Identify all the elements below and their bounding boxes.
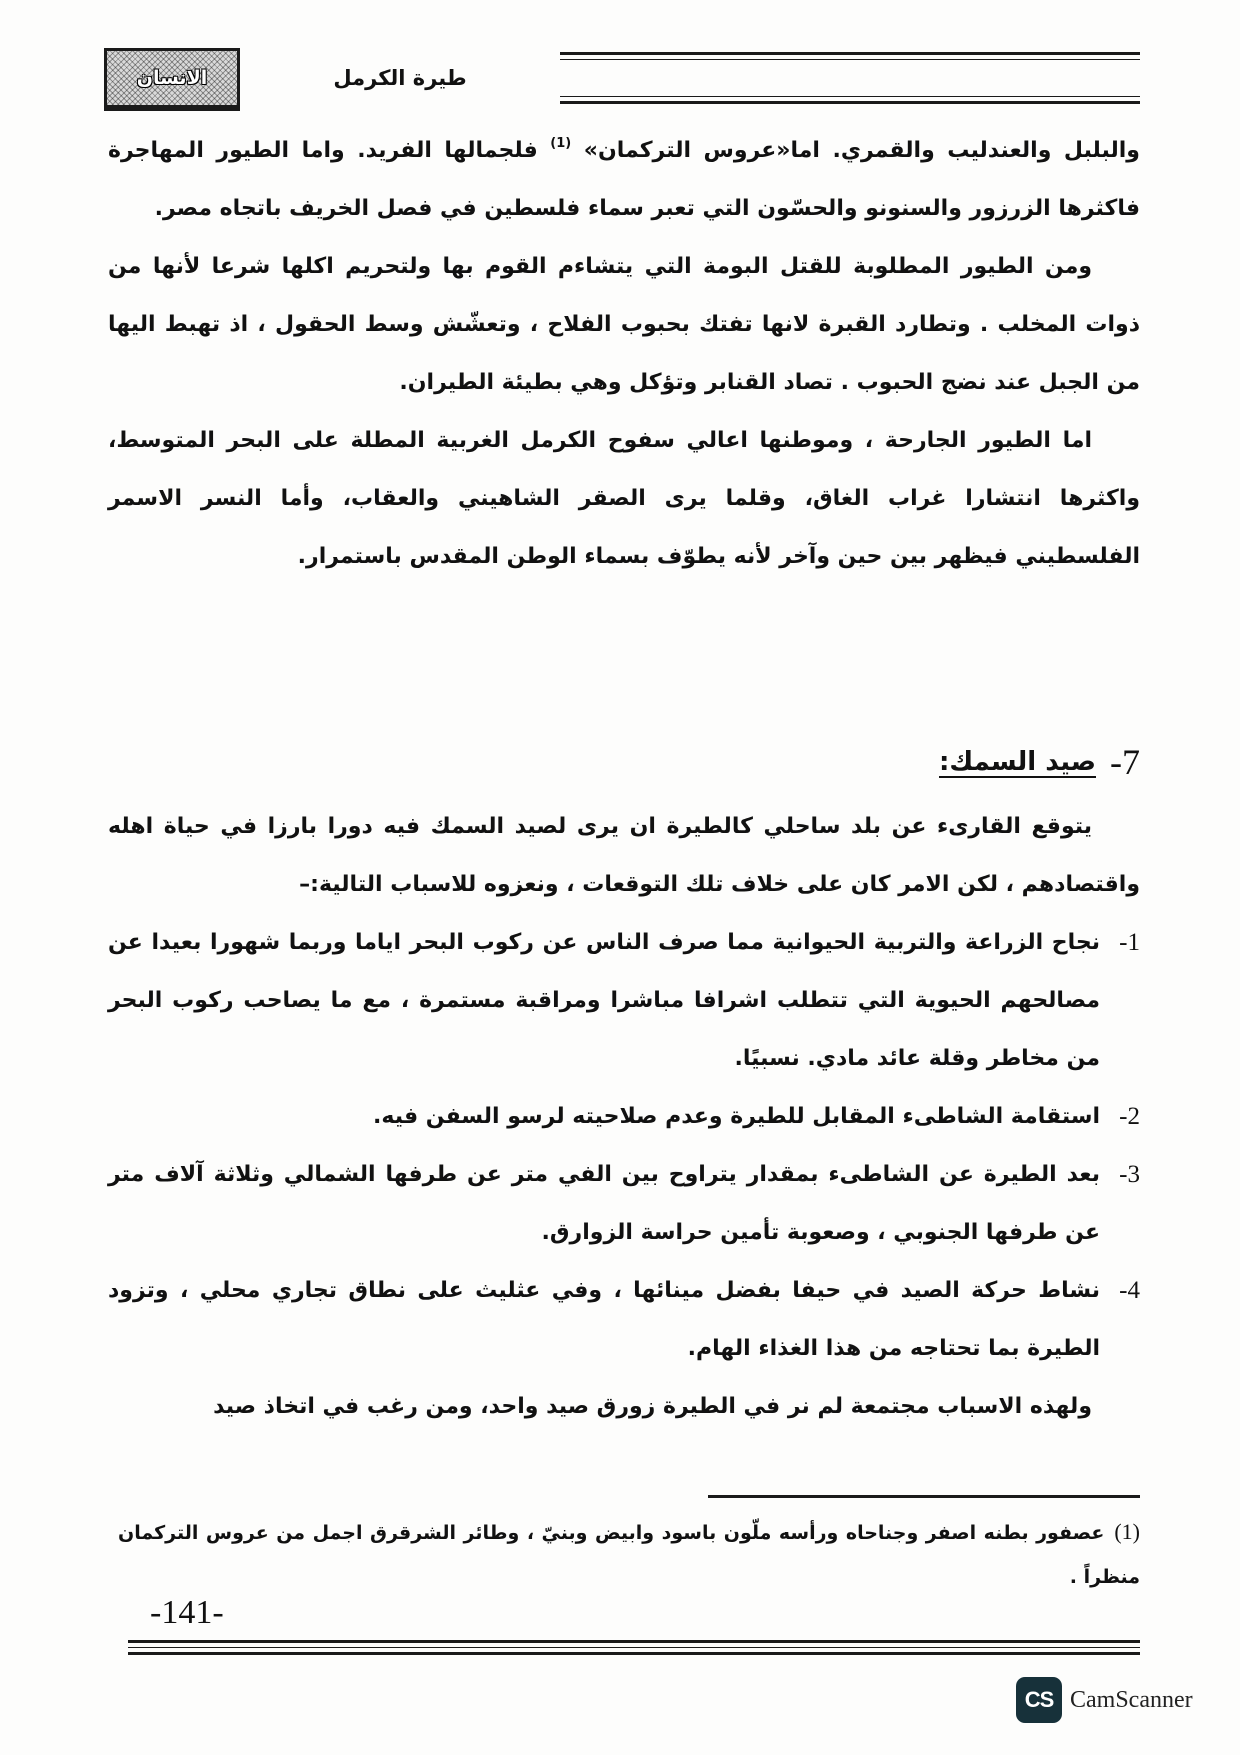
list-item-text: استقامة الشاطىء المقابل للطيرة وعدم صلاحيته لرسو السفن فيه. [373,1104,1100,1129]
header-rules [560,50,1140,106]
footer-rule [128,1640,1140,1643]
paragraph-birds-1 [108,122,1140,238]
camscanner-watermark [1016,1676,1216,1724]
list-item [108,1262,1140,1378]
list-item-text: نجاح الزراعة والتربية الحيوانية مما صرف الناس عن ركوب البحر اياما وربما شهورا بعيدا عن مصالحهم الحيوية التي تتطلب اشرافا مباشرا ومراقبة مستمرة ، مع ما يصاحب ركوب البحر من مخاطر وقلة عائد مادي. نسبيًا. [108,930,1100,1071]
list-item-number: 2- [1119,1103,1140,1130]
list-item [108,914,1140,1088]
body-text-top [108,122,1140,586]
footnote-divider [708,1495,1140,1498]
header-rule [560,52,1140,55]
list-item-number: 3- [1119,1161,1140,1188]
list-item [108,1088,1140,1146]
footer-rule [128,1652,1140,1655]
closing-paragraph: ولهذه الاسباب مجتمعة لم نر في الطيرة زورق صيد واحد، ومن رغب في اتخاذ صيد [213,1394,1092,1419]
section-title: صيد السمك: [939,747,1096,777]
list-item-number: 4- [1119,1277,1140,1304]
section-intro: يتوقع القارىء عن بلد ساحلي كالطيرة ان يرى لصيد السمك فيه دورا بارزا في حياة اهله واقتصادهم ، لكن الامر كان على خلاف تلك التوقعات ، ونعزوه للاسباب التالية:– [108,814,1140,897]
paragraph-birds-3: اما الطيور الجارحة ، وموطنها اعالي سفوح الكرمل الغربية المطلة على البحر المتوسط، واكثرها انتشارا غراب الغاق، وقلما يرى الصقر الشاهيني والعقاب، وأما النسر الاسمر الفلسطيني فيظهر بين حين وآخر لأنه يطوّف بسماء الوطن المقدس باستمرار. [108,428,1140,569]
page-header [104,48,1140,108]
header-badge [104,48,240,108]
list-item-text: نشاط حركة الصيد في حيفا بفضل مينائها ، وفي عثليث على نطاق تجاري محلي ، وتزود الطيرة بما تحتاجه من هذا الغذاء الهام. [108,1278,1100,1361]
footnote-text: عصفور بطنه اصفر وجناحاه ورأسه ملّون باسود وابيض وبنيّ ، وطائر الشرقرق اجمل من عروس التركمان منظراً . [118,1522,1140,1588]
header-divider [104,108,240,111]
paragraph-text: والبلبل والعندليب والقمري. اما«عروس التركمان» [583,138,1140,163]
paragraph-text: فلجمالها الفريد. واما الطيور المهاجرة فاكثرها الزرزور والسنونو والحسّون التي تعبر سماء فلسطين في فصل الخريف باتجاه مصر. [108,138,1140,221]
header-badge-label: الانسان [136,67,208,89]
page-number: -141- [150,1594,224,1631]
footer-rules [128,1640,1140,1656]
camscanner-label: CamScanner [1070,1686,1193,1713]
header-rule [560,96,1140,97]
header-rule [560,59,1140,60]
section-number: 7- [1110,742,1140,782]
camscanner-logo-icon: CS [1016,1677,1062,1723]
list-item-number: 1- [1119,929,1140,956]
section-heading [108,734,1140,790]
list-item-text: بعد الطيرة عن الشاطىء بمقدار يتراوح بين الفي متر عن طرفها الشمالي وثلاثة آلاف متر عن طرفها الجنوبي ، وصعوبة تأمين حراسة الزوارق. [108,1162,1100,1245]
footer-rule [128,1647,1140,1648]
footnote-line [118,1510,1140,1599]
body-text-fishing [108,798,1140,1436]
paragraph-birds-2: ومن الطيور المطلوبة للقتل البومة التي يتشاءم القوم بها ولتحريم اكلها شرعا لأنها من ذوات المخلب . وتطارد القبرة لانها تفتك بحبوب الفلاح ، وتعشّش وسط الحقول ، اذ تهبط اليها من الجبل عند نضج الحبوب . تصاد القنابر وتؤكل وهي بطيئة الطيران. [108,254,1140,395]
list-item [108,1146,1140,1262]
header-title: طيرة الكرمل [333,66,467,90]
header-rule [560,101,1140,104]
footnote-number: (1) [1114,1519,1140,1544]
footnote-reference: (1) [550,136,572,151]
footnote [118,1510,1140,1599]
